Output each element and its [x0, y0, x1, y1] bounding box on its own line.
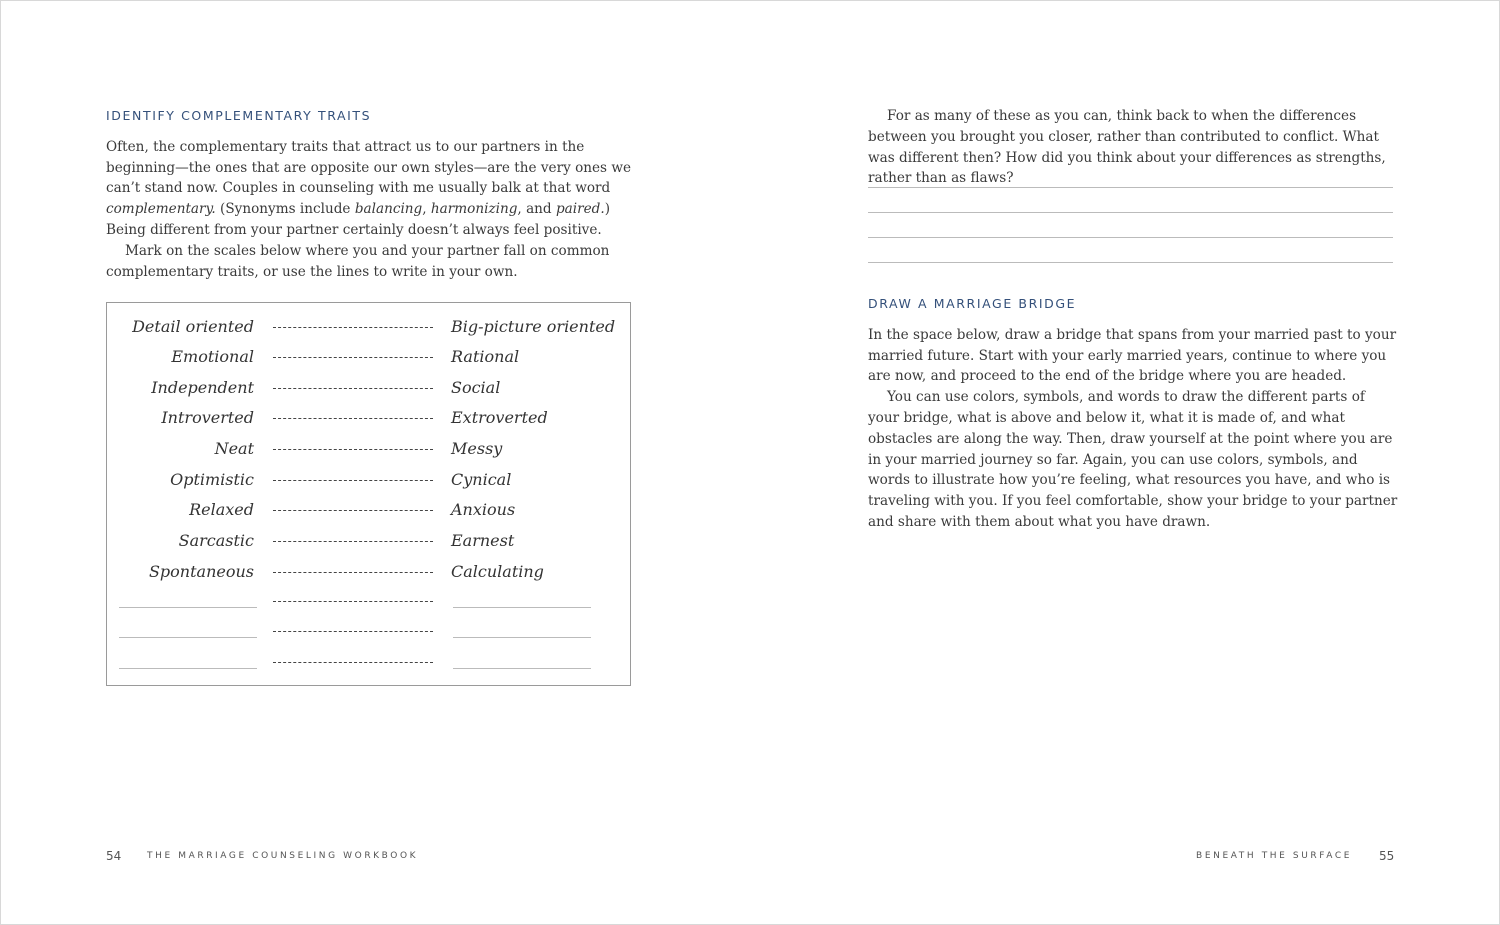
trait-row	[107, 317, 630, 347]
trait-row	[107, 470, 630, 500]
trait-right-label: Extroverted	[451, 408, 548, 427]
write-in-line[interactable]	[119, 607, 257, 608]
text: (Synonyms include	[215, 201, 355, 218]
trait-right-label: Anxious	[451, 500, 516, 519]
emphasis: harmonizing	[430, 201, 518, 218]
scale-line[interactable]	[273, 480, 433, 481]
trait-left-label: Spontaneous	[148, 562, 254, 581]
blank-trait-row[interactable]	[107, 591, 630, 621]
instructions-paragraph: Mark on the scales below where you and your partner fall on common complementary traits, or use the lines to write in your own.	[106, 242, 610, 280]
trait-right-label: Calculating	[451, 562, 544, 581]
page-number-right: 55	[1379, 849, 1395, 863]
emphasis: complementary.	[106, 201, 216, 218]
scale-line[interactable]	[273, 541, 433, 542]
traits-scale-box	[106, 302, 631, 686]
trait-right-label: Big-picture oriented	[451, 317, 616, 336]
trait-right-label: Earnest	[451, 531, 515, 550]
trait-right-label: Cynical	[451, 470, 512, 489]
trait-left-label: Detail oriented	[132, 317, 254, 336]
emphasis: balancing	[354, 201, 423, 218]
right-page-content	[868, 106, 1398, 189]
writing-line[interactable]	[868, 262, 1393, 263]
reflection-prompt: For as many of these as you can, think back to when the differences between you brought you closer, rather than contributed to conflict. What was different then? How did you think about your differences as strengths, rather than as flaws?	[868, 108, 1386, 187]
blank-trait-row[interactable]	[107, 621, 630, 651]
scale-line[interactable]	[273, 449, 433, 450]
text: ) Being different from your partner certainly doesn’t always feel positive.	[106, 201, 610, 238]
section-heading-marriage-bridge: DRAW A MARRIAGE BRIDGE	[868, 296, 1077, 311]
trait-row	[107, 439, 630, 469]
scale-line[interactable]	[273, 601, 433, 602]
blank-trait-row[interactable]	[107, 652, 630, 682]
page-number-left: 54	[106, 849, 122, 863]
trait-row	[107, 531, 630, 561]
scale-line[interactable]	[273, 418, 433, 419]
bridge-paragraph-2: You can use colors, symbols, and words to draw the different parts of your bridge, what is above and below it, what it is made of, and what obstacles are along the way. Then, draw yourself at the point where you are in your married journey so far. Again, you can use colors, symbols, and words to illustrate how you’re feeling, what resources you have, and who is traveling with you. If you feel comfortable, show your bridge to your partner and share with them about what you have drawn.	[868, 389, 1398, 530]
trait-left-label: Relaxed	[189, 500, 254, 519]
scale-line[interactable]	[273, 662, 433, 663]
scale-line[interactable]	[273, 572, 433, 573]
scale-line[interactable]	[273, 510, 433, 511]
section-heading-complementary-traits: IDENTIFY COMPLEMENTARY TRAITS	[106, 108, 372, 123]
trait-left-label: Independent	[151, 378, 254, 397]
trait-left-label: Sarcastic	[178, 531, 254, 550]
trait-right-label: Messy	[451, 439, 503, 458]
trait-left-label: Introverted	[161, 408, 254, 427]
trait-left-label: Neat	[214, 439, 254, 458]
write-in-line[interactable]	[119, 668, 257, 669]
scale-line[interactable]	[273, 327, 433, 328]
scale-line[interactable]	[273, 357, 433, 358]
trait-left-label: Optimistic	[170, 470, 254, 489]
text: Often, the complementary traits that attract us to our partners in the beginning—the ones that are opposite our own styles—are the very ones we can’t stand now. Couples in counseling with me usually balk at that word	[106, 138, 632, 197]
left-page-content	[106, 106, 634, 282]
trait-right-label: Social	[451, 378, 501, 397]
write-in-line[interactable]	[453, 637, 591, 638]
trait-right-label: Rational	[451, 347, 520, 366]
running-title-right: BENEATH THE SURFACE	[1196, 851, 1352, 861]
trait-row	[107, 378, 630, 408]
write-in-line[interactable]	[453, 668, 591, 669]
write-in-line[interactable]	[453, 607, 591, 608]
text: , and	[517, 201, 556, 218]
emphasis: paired.	[555, 201, 605, 218]
intro-paragraph	[106, 137, 634, 241]
scale-line[interactable]	[273, 388, 433, 389]
trait-row	[107, 347, 630, 377]
trait-left-label: Emotional	[171, 347, 254, 366]
scale-line[interactable]	[273, 631, 433, 632]
trait-row	[107, 408, 630, 438]
writing-line[interactable]	[868, 187, 1393, 188]
trait-row	[107, 500, 630, 530]
trait-row	[107, 562, 630, 592]
bridge-paragraph-1: In the space below, draw a bridge that spans from your married past to your married future. Start with your early married years, continue to where you are now, and proceed to the end of the bridge where you are headed.	[868, 326, 1397, 385]
writing-line[interactable]	[868, 212, 1393, 213]
running-title-left: THE MARRIAGE COUNSELING WORKBOOK	[147, 851, 419, 861]
marriage-bridge-section	[868, 294, 1398, 533]
write-in-line[interactable]	[119, 637, 257, 638]
writing-line[interactable]	[868, 237, 1393, 238]
text: ,	[422, 201, 431, 218]
